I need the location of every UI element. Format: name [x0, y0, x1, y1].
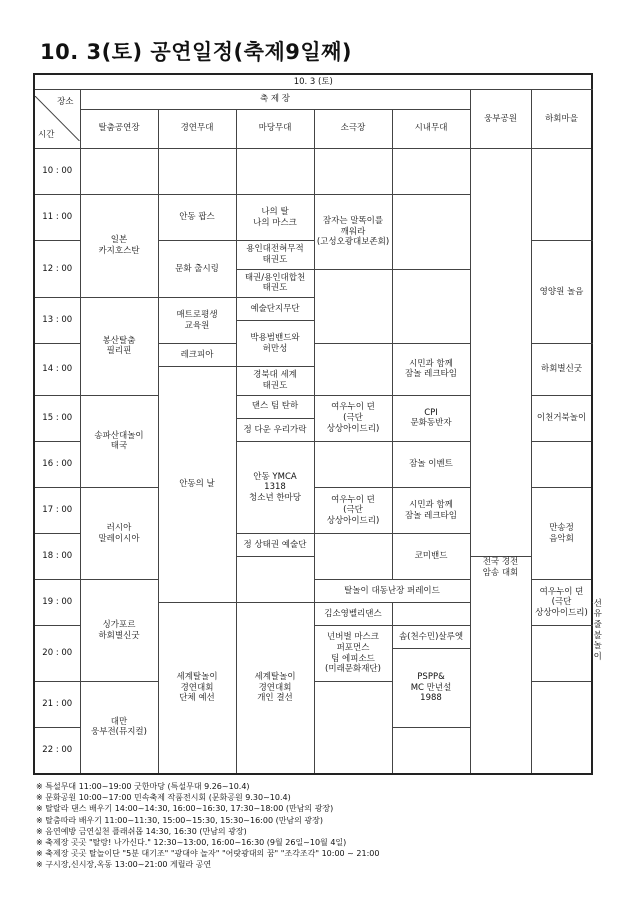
time-label: 22 : 00 [34, 728, 80, 774]
program-cell: 여우누이 뎐 (극단 상상아이드리) [531, 580, 592, 626]
time-label: 16 : 00 [34, 441, 80, 487]
program-cell: 시민과 함께 잠놀 레크타임 [392, 344, 470, 396]
note-item: ※ 구시장,신시장,옥동 13:00~21:00 게릴라 공연 [36, 860, 212, 870]
program-cell: 경북대 세계 태권도 [236, 367, 314, 396]
venue-header-hahoe: 하회마을 [531, 90, 592, 149]
program-cell: 매트로평생 교육원 [158, 298, 236, 344]
empty-cell [531, 681, 592, 774]
time-label: 11 : 00 [34, 195, 80, 241]
program-cell: PSPP& MC 만년설 1988 [392, 649, 470, 728]
notes-list [36, 781, 596, 871]
program-cell: 여우누이 뎐 (극단 상상아이드리) [314, 487, 392, 533]
venue-header-gyeongyeon: 경연무대 [158, 109, 236, 148]
venue-header-sinae: 시내무대 [392, 109, 470, 148]
time-label: 14 : 00 [34, 344, 80, 396]
program-cell: 안동의 날 [158, 367, 236, 603]
program-cell: 봉산탈춤 필리핀 [80, 298, 158, 396]
program-cell: CPI 문화동반자 [392, 395, 470, 441]
program-cell: 안동 팝스 [158, 195, 236, 241]
empty-cell [158, 148, 236, 194]
program-cell: 전국 경전 암송 대회 [470, 557, 531, 774]
corner-time-label: 시간 [38, 129, 55, 140]
time-label: 12 : 00 [34, 241, 80, 298]
program-cell: 솜(천수민)살루엣 [392, 626, 470, 649]
program-cell: 만송정 음악회 [531, 487, 592, 579]
empty-cell [392, 148, 470, 194]
program-cell: 잠자는 말똑이를 깨워라 (고성오광대보존회) [314, 195, 392, 270]
empty-cell [236, 148, 314, 194]
corner-cell [34, 90, 80, 149]
program-cell: 코미밴드 [392, 534, 470, 580]
time-label: 20 : 00 [34, 626, 80, 682]
empty-cell [80, 148, 158, 194]
schedule-table: 10. 3 (토) 장소 시간 축 제 장 웅부공원 하회마을 탈춤공연장 경연무대 마당무대 소극장 시내무대 10 : 00 11 : 00 일본 카지호스탄 안동 팝스 나의 탈 나의 마스크 잠자는 말똑이를 깨워라 (고성오광대보존회) 12 : 00 문화 출시링 용인대전혀무적 태권도 영양원 놀음 태권/용인대합천 태권도 13 : 00 봉산탈춤 필리핀 매트로평생 교육원 예술단지무단 박용범밴드와 허만성 14 : 00 레크피아 시민과 함께 잠놀 레크타임 하회별신굿 안동의 날 경북대 세계 태권도 15 : 00 송파산대놀이 태국 댄스 팀 탄하 여우누이 뎐 (극단 상상아이드리) CPI 문화동반자 이천거북놀이 정 다운 우리가락 16 : 00 안동 YMCA 1318 청소년 한마당 잠놀 이벤트 17 : 00 러시아 말레이시아 여우누이 뎐 (극단 상상아이드리) 시민과 함께 잠놀 레크타임 만송정 음악회 18 : 00 정 상태권 예술단 코미밴드 전국 경전 암송 대회 19 : 00 싱가포르 하회별신굿 탈놀이 대동난장 퍼레이드 여우누이 뎐 (극단 상상아이드리) 선유줄불놀이 세계탈놀이 경연대회 단체 예선 세계탈놀이 경연대회 개인 결선 김소영벨리댄스 20 : 00 넌버벌 마스크 퍼포먼스 팀 에피소드 (미래문화재단) 솜(천수민)살루엣 PSPP& MC 만년설 1988 21 : 00 대만 웅부전(뮤지컬) 22 : 00 [33, 73, 593, 775]
program-cell: 예술단지무단 [236, 298, 314, 321]
note-item: ※ 축제장 곳곳 탈놀이단 "5분 대기조" "광대야 놀자" "어랏광대의 꿈" "조각조각" 10:00 ~ 21:00 [36, 849, 380, 859]
empty-cell [314, 681, 392, 774]
program-cell: 정 상태권 예술단 [236, 534, 314, 557]
note-item: ※ 탈춤따라 배우기 11:00~11:30, 15:00~15:30, 15:30~16:00 (만남의 광장) [36, 815, 324, 825]
empty-cell [531, 441, 592, 487]
empty-cell [314, 344, 392, 396]
program-cell: 대만 웅부전(뮤지컬) [80, 681, 158, 774]
program-cell: 넌버벌 마스크 퍼포먼스 팀 에피소드 (미래문화재단) [314, 626, 392, 682]
venue-header-talchum: 탈춤공연장 [80, 109, 158, 148]
program-cell: 댄스 팀 탄하 [236, 395, 314, 418]
time-label: 10 : 00 [34, 148, 80, 194]
program-cell: 일본 카지호스탄 [80, 195, 158, 298]
program-cell: 영양원 놀음 [531, 241, 592, 344]
program-cell: 세계탈놀이 경연대회 개인 결선 [236, 603, 314, 774]
program-cell: 이천거북놀이 [531, 395, 592, 441]
program-cell: 송파산대놀이 태국 [80, 395, 158, 487]
program-cell: 레크피아 [158, 344, 236, 367]
time-label: 17 : 00 [34, 487, 80, 533]
program-cell: 여우누이 뎐 (극단 상상아이드리) [314, 395, 392, 441]
empty-cell [392, 728, 470, 774]
empty-cell [314, 441, 392, 487]
date-header: 10. 3 (토) [34, 74, 592, 90]
empty-cell [392, 269, 470, 344]
program-cell: 정 다운 우리가락 [236, 418, 314, 441]
note-item: ※ 문화공원 10:00~17:00 민속축제 작품전시회 (문화공원 9.30~10.4) [36, 793, 291, 803]
empty-cell [531, 148, 592, 240]
program-cell: 용인대전혀무적 태권도 [236, 241, 314, 270]
program-cell: 잠놀 이벤트 [392, 441, 470, 487]
venue-header-madang: 마당무대 [236, 109, 314, 148]
venue-header-woongbu: 웅부공원 [470, 90, 531, 149]
time-label: 21 : 00 [34, 681, 80, 727]
program-cell: 하회별신굿 [531, 344, 592, 396]
program-cell: 김소영벨리댄스 [314, 603, 392, 626]
program-cell: 태권/용인대합천 태권도 [236, 269, 314, 298]
program-cell: 시민과 함께 잠놀 레크타임 [392, 487, 470, 533]
program-cell: 나의 탈 나의 마스크 [236, 195, 314, 241]
empty-cell [236, 557, 314, 603]
program-cell: 세계탈놀이 경연대회 단체 예선 [158, 603, 236, 774]
note-item: ※ 음연예방 금연실천 플래쉬몹 14:30, 16:30 (만남의 광장) [36, 826, 247, 836]
time-label: 15 : 00 [34, 395, 80, 441]
time-label: 13 : 00 [34, 298, 80, 344]
parade-cell: 탈놀이 대동난장 퍼레이드 [314, 580, 470, 603]
program-cell: 싱가포르 하회별신굿 [80, 580, 158, 682]
venue-header-sogeukjang: 소극장 [314, 109, 392, 148]
program-cell: 문화 출시링 [158, 241, 236, 298]
empty-cell [314, 269, 392, 344]
program-cell: 러시아 말레이시아 [80, 487, 158, 579]
time-label: 18 : 00 [34, 534, 80, 580]
program-cell: 박용범밴드와 허만성 [236, 321, 314, 367]
empty-cell [392, 195, 470, 270]
page-title: 10. 3(토) 공연일정(축제9일째) [40, 40, 353, 64]
program-cell: 안동 YMCA 1318 청소년 한마당 [236, 441, 314, 533]
festival-group-header: 축 제 장 [80, 90, 470, 110]
empty-cell [314, 534, 392, 580]
note-item: ※ 탈랄라 댄스 배우기 14:00~14:30, 16:00~16:30, 17:30~18:00 (만남의 광장) [36, 804, 334, 814]
corner-place-label: 장소 [57, 97, 74, 108]
woongbu-empty-top [470, 148, 531, 556]
time-label: 19 : 00 [34, 580, 80, 626]
note-item: ※ 특설무대 11:00~19:00 굿한마당 (특설무대 9.26~10.4) [36, 782, 250, 791]
note-item: ※ 축제장 곳곳 "탈랑! 나가신다." 12:30~13:00, 16:00~16:30 (9월 26일~10월 4일) [36, 838, 347, 848]
empty-cell [314, 148, 392, 194]
